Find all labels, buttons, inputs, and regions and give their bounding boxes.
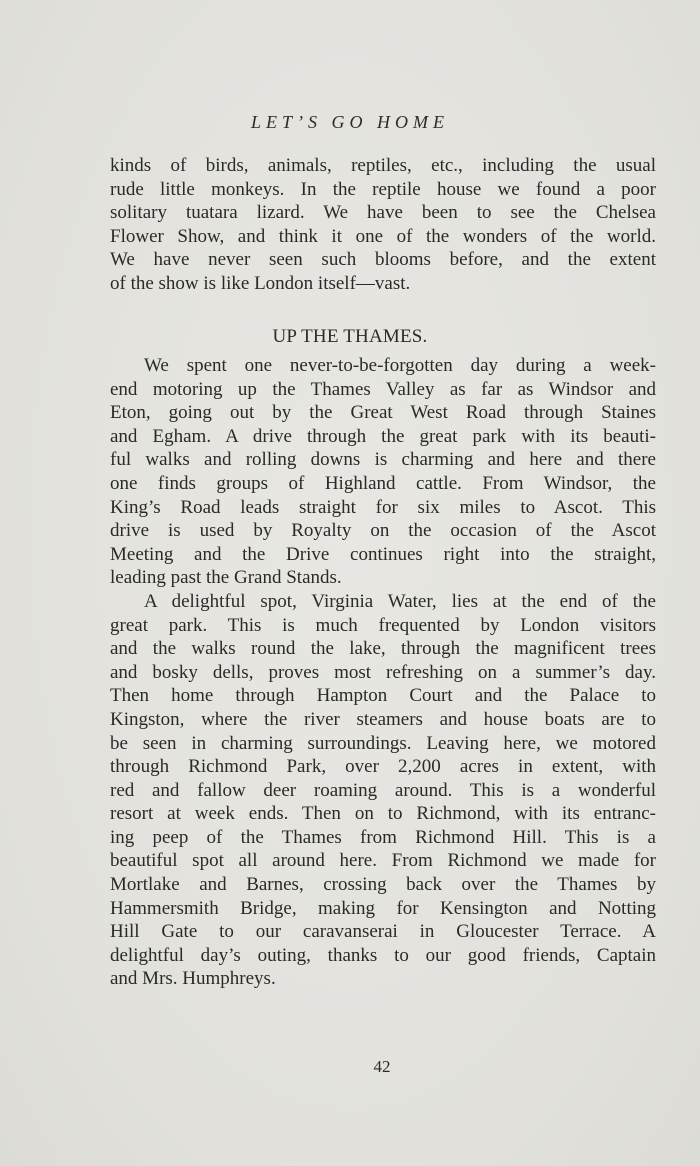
text-line: beautiful spot all around here. From Richmond we made for — [110, 850, 656, 872]
text-line: We spent one never-to-be-forgotten day during a week- — [144, 355, 656, 376]
text-line: and the walks round the lake, through the magnificent trees — [110, 638, 656, 660]
text-line: great park. This is much frequented by London visitors — [110, 614, 656, 636]
text-line: and Mrs. Humphreys. — [110, 968, 276, 990]
text-line: through Richmond Park, over 2,200 acres in extent, with — [110, 756, 656, 778]
text-line: delightful day’s outing, thanks to our good friends, Captain — [110, 944, 656, 966]
text-line: Mortlake and Barnes, crossing back over the Thames by — [110, 874, 656, 896]
body-text — [110, 354, 656, 991]
text-line: leading past the Grand Stands. — [110, 567, 342, 589]
text-line: Eton, going out by the Great West Road through Staines — [110, 402, 656, 424]
text-line: Hill Gate to our caravanserai in Gloucester Terrace. A — [110, 921, 656, 943]
text-line: Meeting and the Drive continues right into the straight, — [110, 543, 656, 565]
text-line: end motoring up the Thames Valley as far as Windsor and — [110, 378, 656, 400]
text-line: A delightful spot, Virginia Water, lies at the end of the — [144, 590, 656, 612]
text-line: and bosky dells, proves most refreshing on a summer’s day. — [110, 661, 656, 683]
text-line: Kingston, where the river steamers and house boats are to — [110, 708, 656, 730]
section-heading: UP THE THAMES. — [272, 326, 428, 347]
paragraph-1 — [110, 154, 656, 296]
running-head: LET’S GO HOME — [251, 112, 449, 132]
text-line: Then home through Hampton Court and the Palace to — [110, 685, 656, 707]
text-line: kinds of birds, animals, reptiles, etc., including the usual — [110, 155, 656, 176]
text-line: ing peep of the Thames from Richmond Hill. This is a — [110, 826, 656, 848]
text-line: ful walks and rolling downs is charming and here and there — [110, 449, 656, 471]
text-line: drive is used by Royalty on the occasion of the Ascot — [110, 520, 656, 542]
text-line: one finds groups of Highland cattle. From Windsor, the — [110, 472, 656, 494]
text-line: and Egham. A drive through the great park with its beauti- — [110, 425, 656, 447]
text-line: red and fallow deer roaming around. This is a wonderful — [110, 779, 656, 801]
text-line: King’s Road leads straight for six miles to Ascot. This — [110, 496, 656, 518]
page-number: 42 — [373, 1057, 391, 1076]
text-line: Hammersmith Bridge, making for Kensington and Notting — [110, 897, 656, 919]
paragraph-2 — [110, 354, 656, 590]
text-line: be seen in charming surroundings. Leaving here, we motored — [110, 732, 656, 754]
paragraph-3 — [110, 590, 656, 991]
text-line: rude little monkeys. In the reptile house we found a poor — [110, 178, 656, 200]
text-line: solitary tuatara lizard. We have been to see the Chelsea — [110, 202, 656, 224]
text-line: Flower Show, and think it one of the wonders of the world. — [110, 225, 656, 247]
text-line: of the show is like London itself—vast. — [110, 272, 411, 294]
text-line: We have never seen such blooms before, and the extent — [110, 249, 656, 271]
text-line: resort at week ends. Then on to Richmond, with its entranc- — [110, 803, 656, 825]
